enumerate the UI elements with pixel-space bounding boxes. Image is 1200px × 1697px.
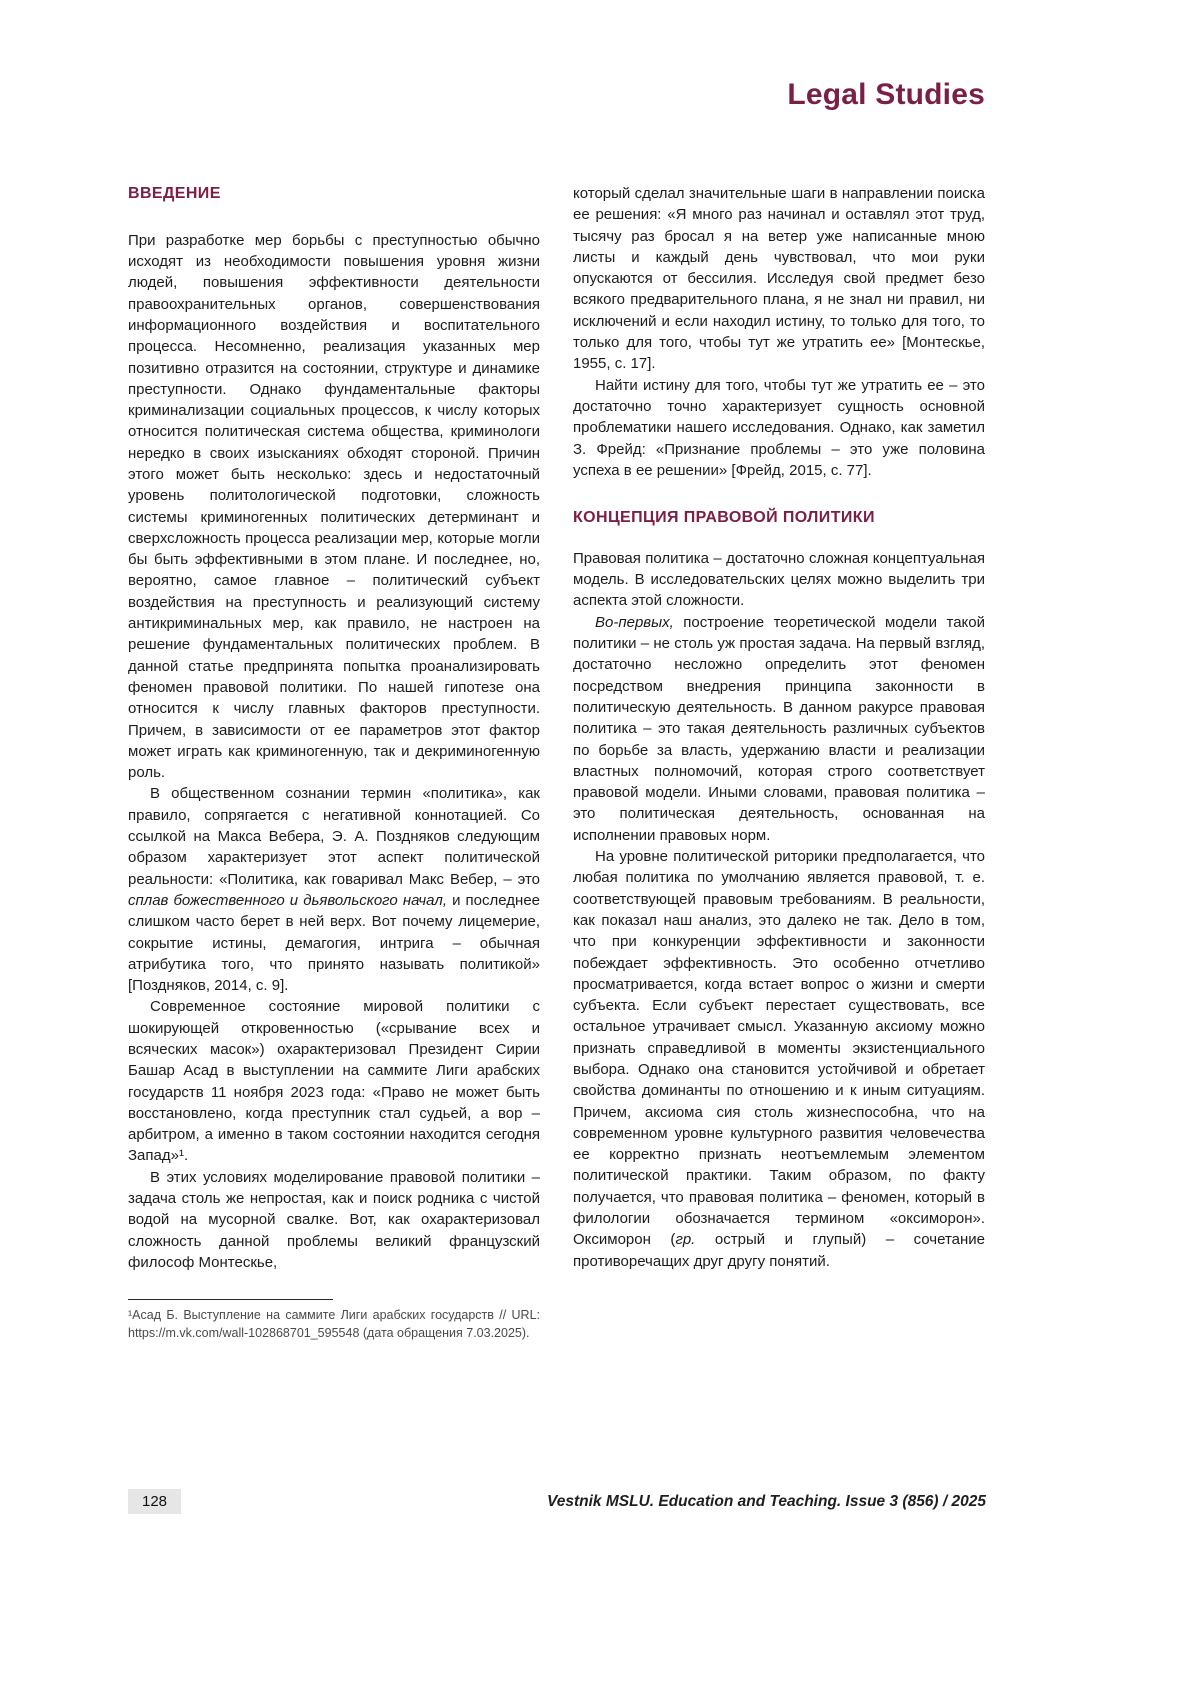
paragraph-text: На уровне политической риторики предполагается, что любая политика по умолчанию является правовой, т. е. соответствующей правовым требованиям. В реальности, как показал наш анализ, это далеко не так. Дело в том, что при конкуренции эффективности и законности побеждает эффективность. Это особенно отчетливо просматривается, когда встает вопрос о жизни и смерти субъекта. Если субъект перестает существовать, все остальное утрачивает смысл. Указанную аксиому можно признать справедливой в моменты экзистенциального выбора. Однако она становится устойчивой и обретает свойства доминанты по отношению и к иным ситуациям. Причем, аксиома сия столь жизнеспособна, что на современном уровне культурного развития человечества ее корректно признать неотъемлемым элементом политической практики. Таким образом, по факту получается, что правовая политика – феномен, который в филологии обозначается термином «оксиморон». Оксиморон ( [573, 848, 985, 1249]
paragraph [573, 846, 985, 1272]
paragraph-text: и последнее слишком часто берет в ней верх. Вот почему лицемерие, сокрытие истины, демагогия, интрига – обычная атрибутика того, что принято называть политикой» [Поздняков, 2014, с. 9]. [128, 891, 541, 995]
paragraph [573, 612, 985, 846]
paragraph: При разработке мер борьбы с преступностью обычно исходят из необходимости повышения уровня жизни людей, повышения эффективности деятельности правоохранительных органов, совершенствования информационного воздействия и воспитательного процесса. Несомненно, реализация указанных мер позитивно отразится на состоянии, структуре и динамике преступности. Однако фундаментальные факторы криминализации социальных процессов, к числу которых относится политическая система общества, криминологи нередко в своих изысканиях обходят стороной. Причин этого может быть несколько: здесь и недостаточный уровень политологической подготовки, сложность системы криминогенных политических детерминант и сверхсложность процесса реализации мер, которые могли бы быть эффективными в этом плане. И последнее, но, вероятно, самое главное – политический субъект воздействия на преступность и реализующий систему антикриминальных мер, как правило, не настроен на решение фундаментальных политических проблем. В данной статье предпринята попытка проанализировать феномен правовой политики. По нашей гипотезе она относится к числу главных факторов преступности. Причем, в зависимости от ее параметров этот фактор может играть как криминогенную, так и декриминогенную роль. [128, 231, 540, 782]
paragraph-italic-lead: Во-первых, [595, 613, 674, 631]
running-head-title: Legal Studies [787, 78, 985, 111]
footnote-text: ¹Асад Б. Выступление на саммите Лиги арабских государств // URL: [128, 1308, 540, 1323]
paragraph: который сделал значительные шаги в направлении поиска ее решения: «Я много раз начинал и оставлял этот труд, тысячу раз бросал я на ветер уже написанные мною листы и каждый день чувствовал, что мои руки опускаются от бессилия. Исследуя свой предмет безо всякого предварительного плана, я не знал ни правил, ни исключений и если находил истину, то только для того, то только для того, чтобы тут же утратить ее» [Монтескье, 1955, с. 17]. [573, 185, 985, 373]
paragraph: Найти истину для того, чтобы тут же утратить ее – это достаточно точно характеризует сущность основной проблематики нашего исследования. Однако, как заметил З. Фрейд: «Признание проблемы – это уже половина успеха в ее решении» [Фрейд, 2015, с. 77]. [573, 376, 985, 479]
paragraph: Современное состояние мировой политики с шокирующей откровенностью («срывание всех и всяческих масок») охарактеризовал Президент Сирии Башар Асад в выступлении на саммите Лиги арабских государств 11 ноября 2023 года: «Право не может быть восстановлено, когда преступник стал судьей, а вор – арбитром, а именно в таком состоянии находится сегодня Запад»¹. [128, 998, 540, 1165]
section-heading-legal-policy-concept: КОНЦЕПЦИЯ ПРАВОВОЙ ПОЛИТИКИ [573, 509, 875, 527]
page-number: 128 [128, 1489, 181, 1514]
paragraph-italic-quote: сплав божественного и дьявольского начал, [128, 891, 447, 909]
paragraph: В этих условиях моделирование правовой политики – задача столь же непростая, как и поиск родника с чистой водой на мусорной свалке. Вот, как охарактеризовал сложность данной проблемы великий французский философ Монтескье, [128, 1168, 540, 1271]
paragraph: Правовая политика – достаточно сложная концептуальная модель. В исследовательских целях можно выделить три аспекта этой сложности. [573, 549, 985, 610]
footnote-separator [128, 1299, 333, 1300]
footnote-text: (дата обращения 7.03.2025). [359, 1325, 530, 1340]
section-heading-introduction: ВВЕДЕНИЕ [128, 185, 221, 202]
paragraph-text: острый и глупый) – сочетание противоречащих друг другу понятий. [573, 1231, 985, 1270]
footnote-url[interactable]: https://m.vk.com/wall-102868701_595548 [128, 1325, 360, 1340]
paragraph [128, 783, 540, 996]
paragraph-text: В общественном сознании термин «политика», как правило, сопрягается с негативной коннотацией. Со ссылкой на Макса Вебера, Э. А. Поздняков следующим образом характеризует этот аспект политической реальности: «Политика, как говаривал Макс Вебер, – это [128, 785, 540, 888]
paragraph-italic-abbr: гр. [675, 1231, 696, 1249]
left-column [128, 183, 540, 1342]
footnote [128, 1307, 540, 1342]
journal-footer-title: Vestnik MSLU. Education and Teaching. Issue 3 (856) / 2025 [546, 1492, 986, 1510]
page-footer [128, 1489, 986, 1514]
paragraph-text: построение теоретической модели такой политики – не столь уж простая задача. На первый взгляд, достаточно несложно определить этот феномен посредством внедрения принципа законности в политическую деятельность. В данном ракурсе правовая политика – это такая деятельность различных субъектов по борьбе за власть, удержанию власти и реализации властных полномочий, которая строго соответствует правовой модели. Иными словами, правовая политика – это политическая деятельность, основанная на исполнении правовых норм. [573, 613, 985, 844]
article-columns [128, 183, 986, 1342]
right-column [573, 183, 985, 1342]
